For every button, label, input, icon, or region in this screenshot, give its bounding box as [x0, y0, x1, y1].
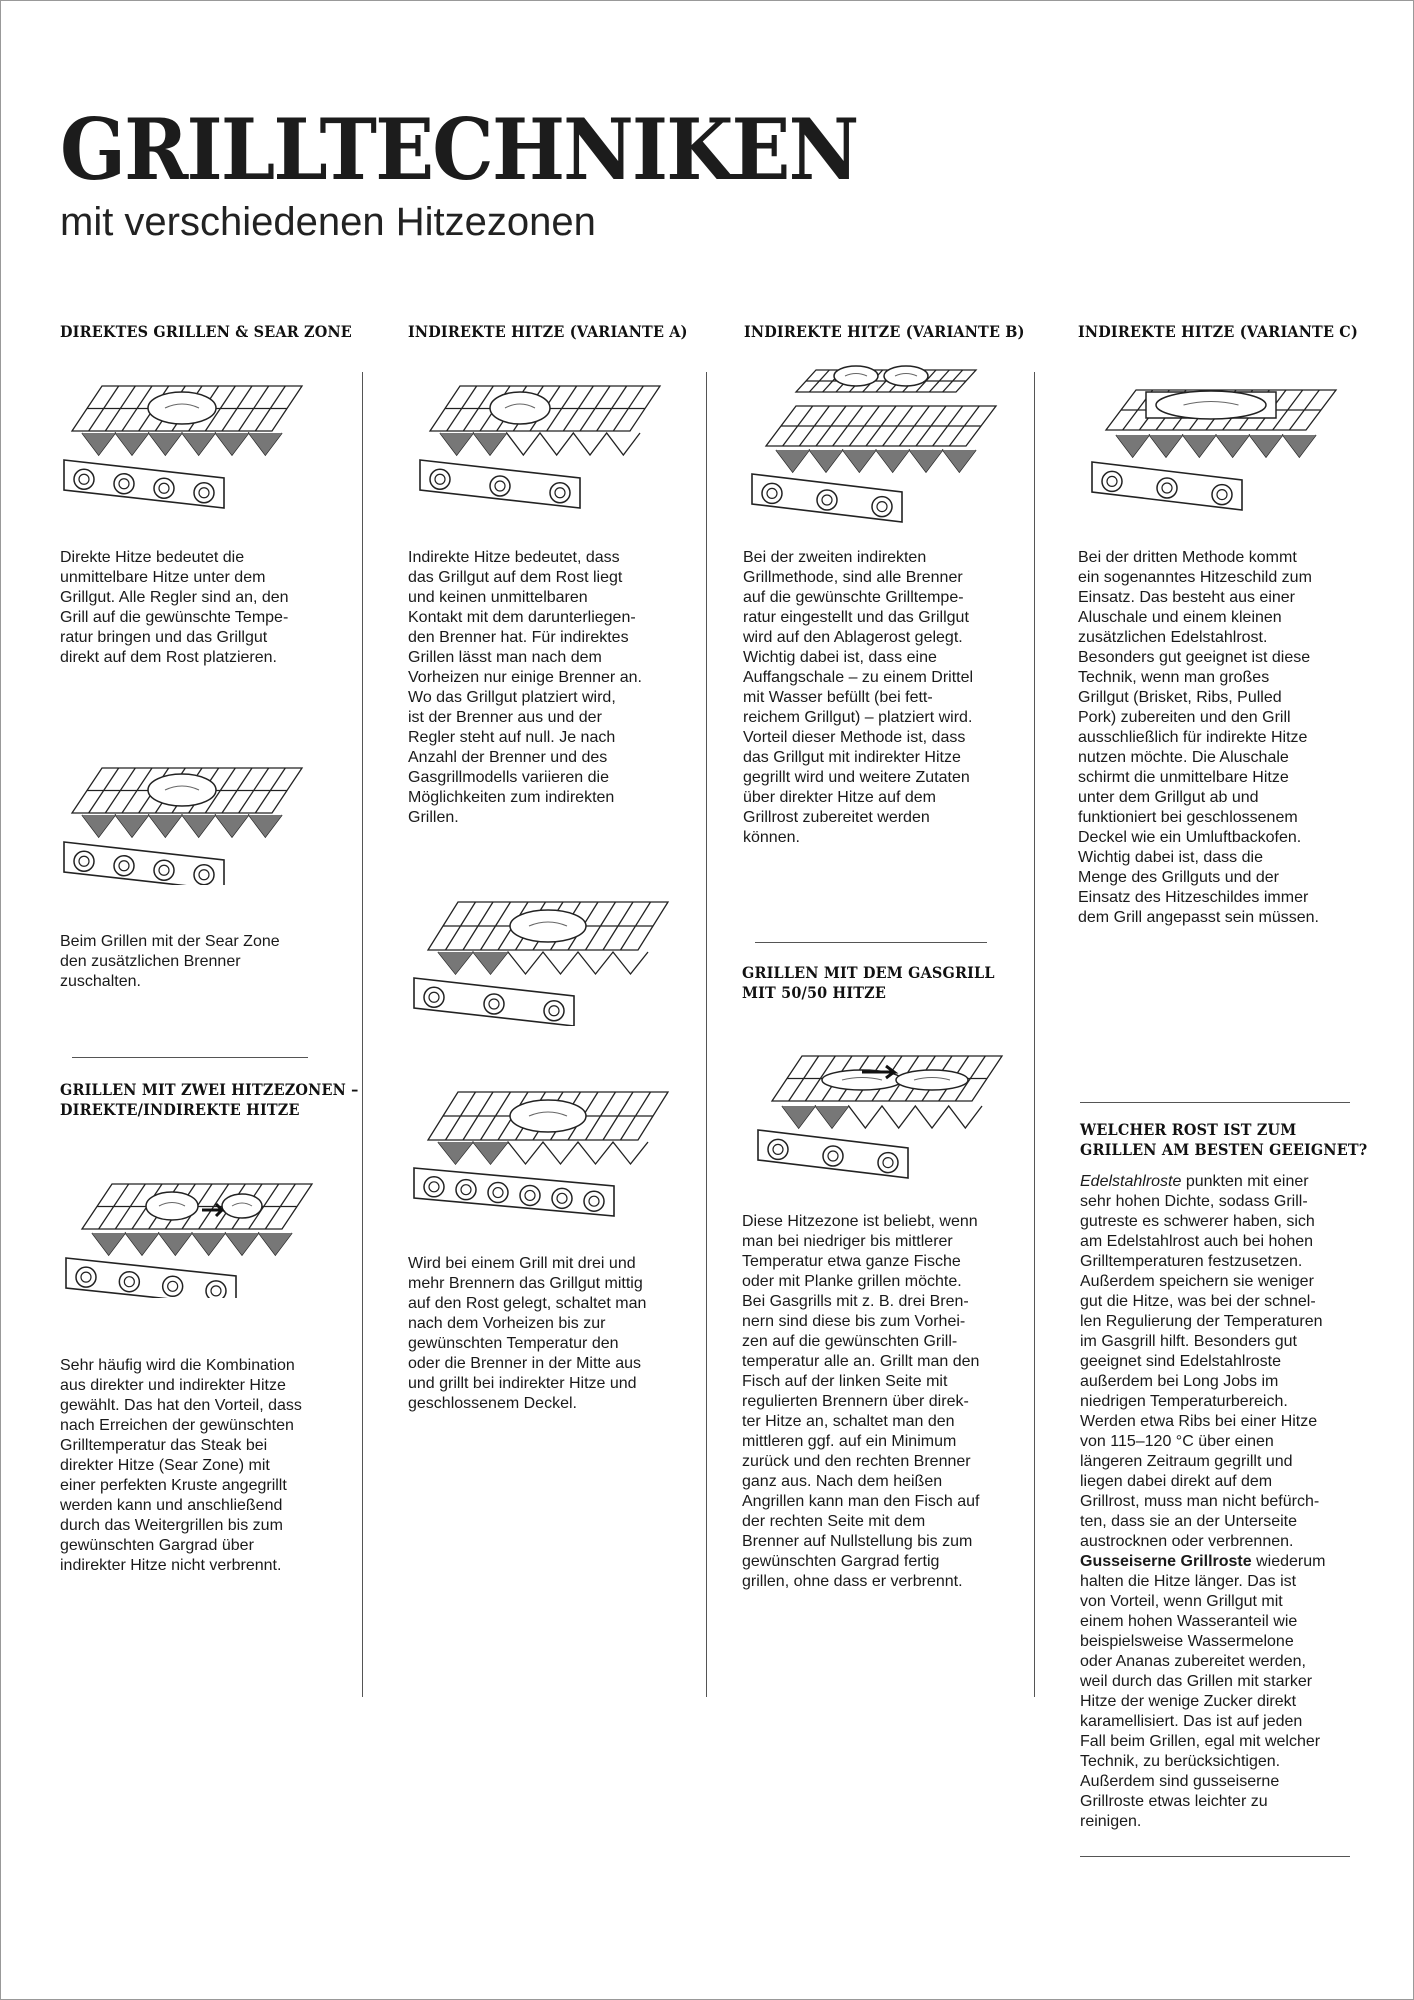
- page-subtitle: mit verschiedenen Hitzezonen: [60, 200, 596, 244]
- section-text-variant-a-center: Wird bei einem Grill mit drei und mehr Brennern das Grillgut mittig auf den Rost gelegt, schaltet man nach dem Vorheizen bis zur gewünschten Temperatur den oder die Brenner in der Mitte aus und grillt bei indirekter Hitze und geschlossenem Deckel.: [408, 1255, 647, 1412]
- section-divider: [1080, 1102, 1350, 1103]
- section-divider: [72, 1057, 308, 1058]
- page-title: GRILLTECHNIKEN: [60, 100, 858, 199]
- column-divider: [362, 372, 363, 1697]
- section-text-two-zones: Sehr häufig wird die Kombination aus direkter und indirekter Hitze gewählt. Das hat den Vorteil, dass nach Erreichen der gewünschten Grilltemperatur das Steak bei direkter Hitze (Sear Zone) mit einer perfekten Kruste angegrillt werden kann und anschließend durch das Weitergrillen bis zum gewünschten Gargrad über indirekter Hitze nicht verbrennt.: [60, 1357, 302, 1574]
- section-text-variant-c: Bei der dritten Methode kommt ein sogenanntes Hitzeschild zum Einsatz. Das besteht aus einer Aluschale und einem kleinen zusätzlichen Edelstahlrost. Besonders gut geeignet ist diese Technik, wenn man großes Grillgut (Brisket, Ribs, Pulled Pork) zubereiten und den Grill ausschließlich für indirekte Hitze nutzen möchte. Die Aluschale schirmt die unmittelbare Hitze unter dem Grillgut ab und funktioniert bei geschlossenem Deckel wie ein Umluftbackofen. Wichtig dabei ist, dass die Menge des Grillguts und der Einsatz des Hitzeschildes immer dem Grill angepasst sein müssen.: [1078, 549, 1319, 926]
- section-heading-variant-b: INDIREKTE HITZE (VARIANTE B): [744, 322, 1025, 341]
- column-divider: [706, 372, 707, 1697]
- section-heading-direct: DIREKTES GRILLEN & SEAR ZONE: [60, 322, 352, 341]
- grill-variant-a-center-illustration: [408, 896, 674, 1026]
- section-heading-variant-c: INDIREKTE HITZE (VARIANTE C): [1078, 322, 1358, 341]
- gusseiserne-label: Gusseiserne Grillroste: [1080, 1553, 1252, 1570]
- grill-variant-a-illustration: [410, 378, 666, 528]
- grill-fifty-fifty-illustration: [752, 1046, 1008, 1186]
- section-heading-rost: WELCHER ROST IST ZUM GRILLEN AM BESTEN GEEIGNET?: [1080, 1120, 1368, 1159]
- section-text-rost: Edelstahlroste punkten mit einer sehr hohen Dichte, sodass Grill- gutreste es schwerer haben, sich am Edelstahlrost auch bei hohen Grilltemperaturen festzusetzen. Außerdem speichern sie weniger gut die Hitze, was bei der schnel- len Regulierung der Temperaturen im Gasgrill hilft. Besonders gut geeignet sind Edelstahlroste außerdem bei Long Jobs im niedrigen Temperaturbereich. Werden etwa Ribs bei einer Hitze von 115–120 °C über einen längeren Zeitraum gegrillt und liegen dabei direkt auf dem Grillrost, muss man nicht befürch- ten, dass sie an der Unterseite austrocknen oder verbrennen. Gusseiserne Grillroste wiederum halten die Hitze länger. Das ist von Vorteil, wenn Grillgut mit einem hohen Wasseranteil wie beispielsweise Wassermelone oder Ananas zubereitet werden, weil durch das Grillen mit starker Hitze der wenige Zucker direkt karamellisiert. Das ist auf jeden Fall beim Grillen, egal mit welcher Technik, zu berücksichtigen. Außerdem sind gusseiserne Grillroste etwas leichter zu reinigen.: [1080, 1173, 1326, 1830]
- grill-variant-b-illustration: [746, 362, 1002, 542]
- edelstahlroste-label: Edelstahlroste: [1080, 1173, 1182, 1190]
- section-divider: [1080, 1856, 1350, 1857]
- section-text-sear-zone: Beim Grillen mit der Sear Zone den zusätzlichen Brenner zuschalten.: [60, 933, 280, 990]
- grill-sear-zone-illustration: [62, 760, 318, 885]
- section-heading-two-zones: GRILLEN MIT ZWEI HITZEZONEN – DIREKTE/INDIREKTE HITZE: [60, 1080, 359, 1119]
- section-heading-fifty-fifty: GRILLEN MIT DEM GASGRILL MIT 50/50 HITZE: [742, 963, 995, 1002]
- section-text-direct: Direkte Hitze bedeutet die unmittelbare Hitze unter dem Grillgut. Alle Regler sind an, den Grill auf die gewünschte Tempe- ratur bringen und das Grillgut direkt auf dem Rost platzieren.: [60, 549, 289, 666]
- grill-variant-a-six-burner-illustration: [408, 1086, 674, 1221]
- grill-two-zones-illustration: [62, 1178, 318, 1298]
- section-divider: [755, 942, 987, 943]
- section-text-fifty-fifty: Diese Hitzezone ist beliebt, wenn man bei niedriger bis mittlerer Temperatur etwa ganze Fische oder mit Planke grillen möchte. Bei Gasgrills mit z. B. drei Bren- nern sind diese bis zum Vorhei- zen auf die gewünschten Grill- temperatur alle an. Grillt man den Fisch auf der linken Seite mit regulierten Brennern über direk- ter Hitze an, schaltet man den mittleren ggf. auf ein Minimum zurück und den rechten Brenner ganz aus. Nach dem heißen Angrillen kann man den Fisch auf der rechten Seite mit dem Brenner auf Nullstellung bis zum gewünschten Gargrad fertig grillen, ohne dass er verbrennt.: [742, 1213, 980, 1590]
- column-divider: [1034, 372, 1035, 1697]
- section-heading-variant-a: INDIREKTE HITZE (VARIANTE A): [408, 322, 688, 341]
- grill-variant-c-illustration: [1086, 380, 1342, 520]
- grill-direct-illustration: [62, 378, 318, 518]
- section-text-variant-a: Indirekte Hitze bedeutet, dass das Grillgut auf dem Rost liegt und keinen unmittelbaren Kontakt mit dem darunterliegen- den Brenner hat. Für indirektes Grillen lässt man nach dem Vorheizen nur einige Brenner an. Wo das Grillgut platziert wird, ist der Brenner aus und der Regler steht auf null. Je nach Anzahl der Brenner und des Gasgrillmodells variieren die Möglichkeiten zum indirekten Grillen.: [408, 549, 642, 826]
- section-text-variant-b: Bei der zweiten indirekten Grillmethode, sind alle Brenner auf die gewünschte Grilltempe- ratur eingestellt und das Grillgut wird auf den Ablagerost gelegt. Wichtig dabei ist, dass eine Auffangschale – zu einem Drittel mit Wasser befüllt (bei fett- reichem Grillgut) – platziert wird. Vorteil dieser Methode ist, dass das Grillgut mit indirekter Hitze gegrillt wird und weitere Zutaten über direkter Hitze auf dem Grillrost zubereitet werden können.: [743, 549, 974, 846]
